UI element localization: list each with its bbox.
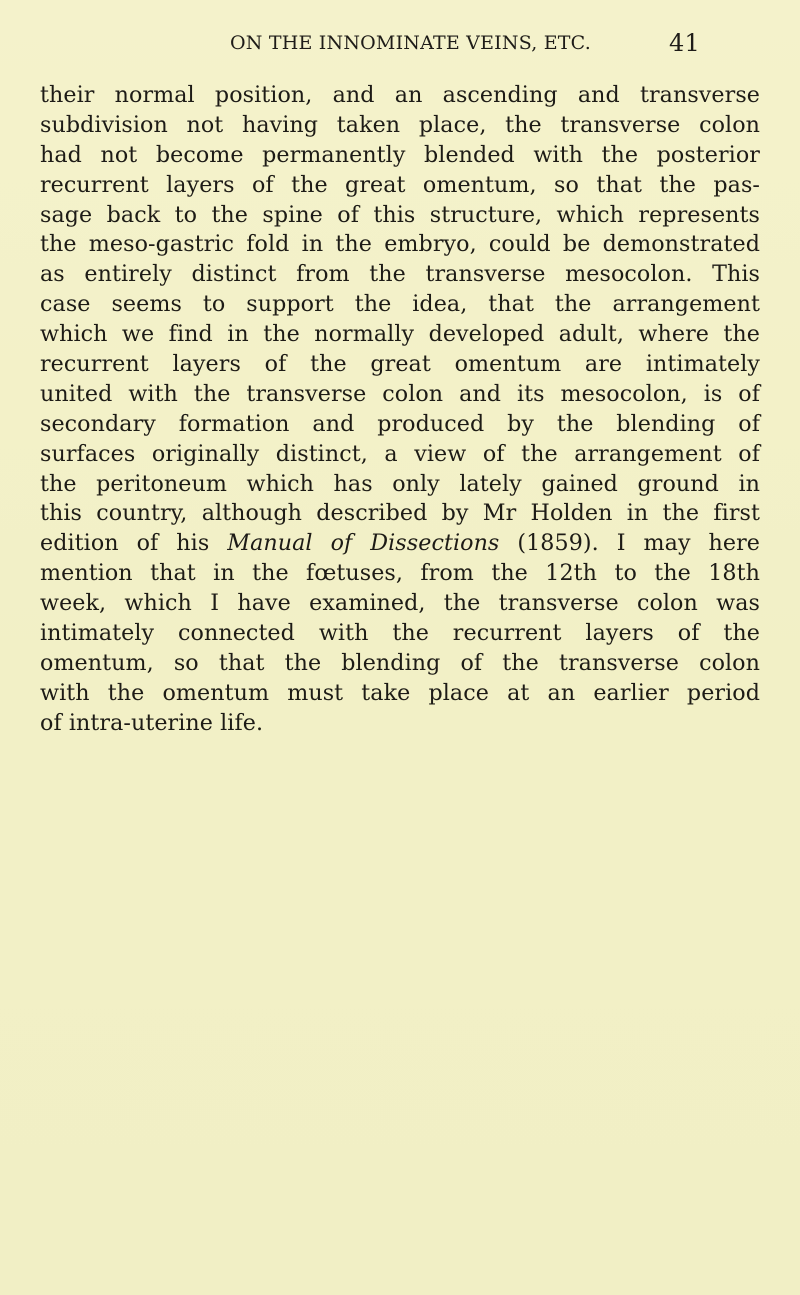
text-line: surfaces originally distinct, a view of the arrangement of bbox=[40, 440, 760, 467]
text-line: recurrent layers of the great omentum, so that the pas- bbox=[40, 171, 760, 198]
text-line: intimately connected with the recurrent layers of the bbox=[40, 620, 760, 647]
text-line: the meso-gastric fold in the embryo, could be demonstrated bbox=[40, 231, 760, 258]
text-line: case seems to support the idea, that the arrangement bbox=[40, 291, 760, 318]
text-line: the peritoneum which has only lately gained ground in bbox=[40, 470, 760, 497]
text-line-last: of intra-uterine life. bbox=[40, 709, 264, 736]
text-line: their normal position, and an ascending and transverse bbox=[40, 82, 760, 108]
running-head bbox=[230, 29, 700, 62]
text-line: sage back to the spine of this structure, which represents bbox=[40, 201, 760, 228]
text-line-with-citation bbox=[40, 529, 760, 559]
text-line: mention that in the fœtuses, from the 12th to the 18th bbox=[40, 560, 760, 587]
text-line: subdivision not having taken place, the transverse colon bbox=[40, 111, 760, 138]
text-line: with the omentum must take place at an earlier period bbox=[40, 679, 760, 706]
page-number: 41 bbox=[669, 29, 700, 57]
text-line: had not become permanently blended with the posterior bbox=[40, 141, 760, 168]
text-line: which we find in the normally developed adult, where the bbox=[40, 321, 760, 348]
text-line: secondary formation and produced by the blending of bbox=[40, 410, 760, 437]
line-text-after-title: (1859). I may here bbox=[499, 530, 760, 557]
text-line: recurrent layers of the great omentum are intimately bbox=[40, 351, 760, 378]
body-paragraph bbox=[40, 81, 760, 739]
text-line: as entirely distinct from the transverse mesocolon. This bbox=[40, 261, 760, 288]
line-text-before-title: edition of his bbox=[40, 530, 228, 557]
text-line: united with the transverse colon and its mesocolon, is of bbox=[40, 380, 760, 407]
text-line: omentum, so that the blending of the transverse colon bbox=[40, 649, 760, 676]
text-line: this country, although described by Mr Holden in the first bbox=[40, 500, 760, 527]
text-line: week, which I have examined, the transverse colon was bbox=[40, 590, 760, 617]
book-title-italic: Manual of Dissections bbox=[227, 530, 500, 557]
running-title: ON THE INNOMINATE VEINS, ETC. bbox=[230, 32, 591, 54]
